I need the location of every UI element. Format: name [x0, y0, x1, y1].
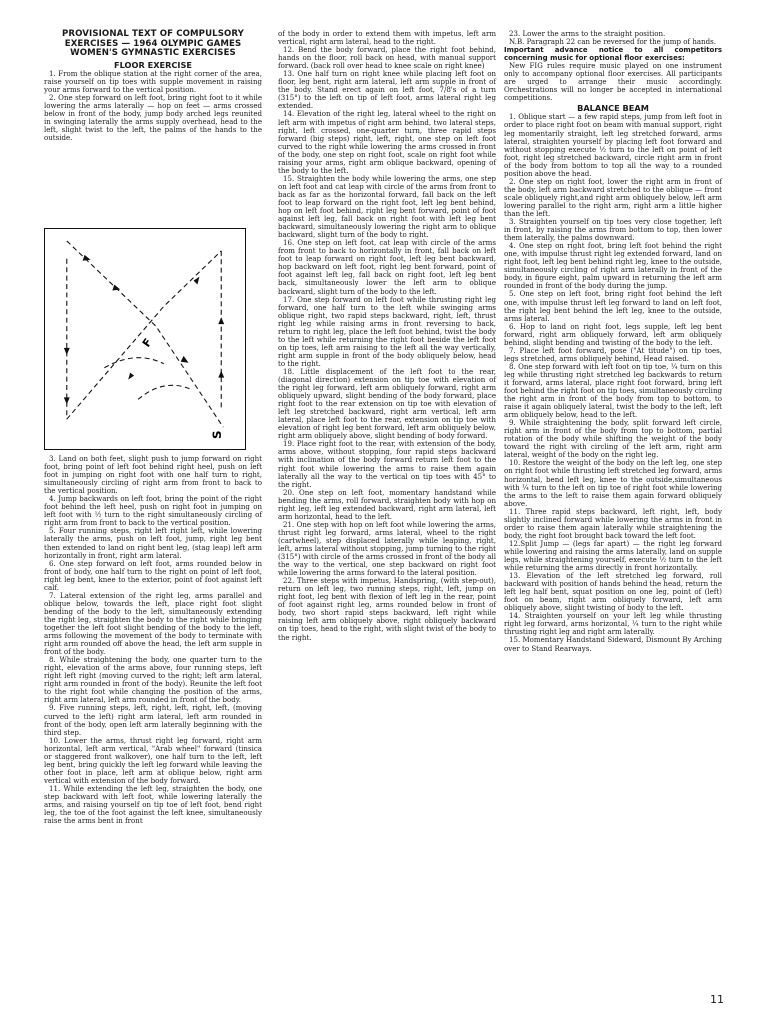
paragraph: 9. While straightening the body, split forward left circle, right arm in front of the body from top to bottom, partial rotation of the body while shifting the weight of the body toward the right with circling of the left arm, right arm lateral, weight of the body on the right leg.	[504, 418, 722, 460]
paragraph: 10. Restore the weight of the body on the left leg, one step on right foot while thrusting left stretched leg forward, arms horizontal, bend left leg, knee to the outside,simultaneous with ¼ turn to the left on tip toe of right foot while lowering the arms to the left to raise them again forward obliquely above.	[504, 458, 722, 508]
curve-path	[138, 385, 191, 399]
arrow-icon	[194, 277, 200, 285]
column-1-top	[44, 30, 262, 142]
return-diagonal-path	[67, 251, 221, 419]
page-title-line-1: PROVISIONAL TEXT OF COMPULSORY	[61, 29, 244, 39]
paragraph: 13. One half turn on right knee while placing left foot on floor, leg bent, right arm lateral, left arm supple in front of the body. Stand erect again on left foot, 7/8's of a turn (315°) to the left on tip of left foot, arms lateral right leg extended.	[278, 69, 496, 111]
paragraph: 20. One step on left foot, momentary handstand while bending the arms, roll forward, straighten body with hop on right leg, left leg extended backward, right arm lateral, left arm horizontal, head to the left.	[278, 487, 496, 521]
paragraph: 15. Momentary Handstand Sideward, Dismount By Arching over to Stand Rearways.	[504, 635, 722, 653]
paragraph: 2. One step forward on left foot, bring right foot to it while lowering the arms laterally — hop on feet — arms crossed below in front of the body, jump body arched legs reunited in swinging laterally the arms supply overhead, head to the left, slight twist to the left, the palms of the hands to the outside.	[44, 92, 262, 143]
arrow-icon	[218, 317, 224, 324]
page-title-line-3: WOMEN'S GYMNASTIC EXERCISES	[70, 48, 236, 59]
paragraph: 11. Three rapid steps backward, left right, left, body slightly inclined forward while lowering the arms in front in order to raise them again laterally while straightening the body, the right foot brought back toward the left foot.	[504, 506, 722, 540]
paragraph: 6. Hop to land on right foot, legs supple, left leg bent forward, right arm obliquely forward, left arm obliquely behind, slight bending and twisting of the body to the left.	[504, 321, 722, 347]
paragraph: 7. Place left foot forward, pose ("At titude") on tip toes, legs stretched, arms obliquely behind, Head raised.	[504, 345, 722, 363]
floor-exercise-heading: FLOOR EXERCISE	[114, 59, 192, 70]
paragraph: 9. Five running steps, left, right, left, right, left, (moving curved to the left) right arm lateral, left arm rounded in front of the body, open left arm laterally beginning with the third step.	[44, 703, 262, 737]
balance-beam-heading: BALANCE BEAM	[577, 103, 649, 114]
paragraph: 13. Elevation of the left stretched leg forward, roll backward with position of hands behind the head, return the left leg half bent, squat position on one leg, point of (left) foot on beam, right arm obliquely forward, left arm obliquely above, slight twisting of body to the left.	[504, 571, 722, 613]
music-notice-heading: Important advance notice to all competitors concerning music for optional floor exercises:	[504, 46, 722, 63]
curve-path	[104, 358, 163, 368]
arrow-icon	[64, 348, 70, 355]
arrow-icon	[218, 371, 224, 378]
paragraph: 1. From the oblique station at the right corner of the area, raise yourself on tip toes with supple movement in raising your arms forward to the vertical position.	[44, 68, 262, 94]
paragraph: 3. Land on both feet, slight push to jump forward on right foot, bring point of left foot behind right heel, push on left foot in jumping on right foot with one half turn to right, simultaneously circling of right arm from front to back to the vertical position.	[44, 454, 262, 496]
arrow-icon	[112, 285, 120, 291]
paragraph: 7. Lateral extension of the right leg, arms parallel and oblique below, towards the left, place right foot slight bending of the body to the left, simultaneously extending the right leg, straighten the body to the right while bringing together the left foot slight bending of the body to the left, arms following the movement of the body to terminate with right arm rounded off above the head, the left arm supple in front of the body.	[44, 590, 262, 657]
floor-pattern-svg	[45, 229, 245, 449]
paragraph: 22. Three steps with impetus, Handspring, (with step-out), return on left leg, two running steps, right, left, jump on right foot, leg bent with flexion of left leg in the rear, point of foot against right leg, arms rounded below in front of body, two short rapid steps backward, left right while raising left arm obliquely above, right obliquely backward on tip toes, head to the right, with slight twist of the body to the right.	[278, 576, 496, 642]
diagram-label-end: S	[210, 430, 225, 439]
paragraph: 21. One step with hop on left foot while lowering the arms, thrust right leg forward, arms lateral, wheel to the right (cartwheel), step displaced laterally while leaping, right, left, arms lateral without stopping, jump turning to the right (315°) with circle of the arms crossed in front of the body all the way to the vertical, one step backward on right foot while lowering the arms forward to the lateral position.	[278, 519, 496, 578]
paragraph: 19. Place right foot to the rear, with extension of the body, arms above, without stopping, four rapid steps backward with inclination of the body forward return left foot to the right foot while lowering the arms to raise them again laterally all the way to the vertical on tip toes with 45° to the right.	[278, 439, 496, 489]
paragraph: of the body in order to extend them with impetus, left arm vertical, right arm lateral, head to the right.	[278, 29, 496, 47]
paragraph: 16. One step on left foot, cat leap with circle of the arms from front to back to horizontally in front, fall back on left foot to leap forward on right foot, left leg bent backward, hop backward on left foot, right leg bent forward, point of foot against left leg, fall back on right foot, left leg bent back, simultaneously lower the left arm to oblique backward, slight turn of the body to the left.	[278, 238, 496, 296]
paragraph: 5. One step on left foot, bring right foot behind the left one, with impulse thrust left leg forward to land on left foot, the right leg bent behind the left leg, knee to the outside, arms lateral.	[504, 289, 722, 323]
music-notice-body: New FIG rules require music played on one instrument only to accompany optional floor exercises. All participants are urged to arrange their music accordingly. Orchestrations will no longer be accepted in international competitions.	[504, 61, 722, 103]
paragraph: 10. Lower the arms, thrust right leg forward, right arm horizontal, left arm vertical, "Arab wheel" forward (tinsica or staggered front walkover), one half turn to the left, left leg bent, bring quickly the left leg forward while leaving the other foot in place, left arm at oblique below, right arm vertical with extension of the body forward.	[44, 735, 262, 785]
diagonal-path	[67, 241, 223, 427]
paragraph: 1. Oblique start — a few rapid steps, jump from left foot in order to place right foot on beam with manual support, right leg momentarily straight, left leg stretched forward, arms lateral, straighten yourself by placing left foot forward and without stopping execute ½ turn to the left on point of left foot, right leg stretched backward, circle right arm in front of the body from bottom to top all the way to a rounded position above the head.	[504, 112, 722, 178]
arrow-icon	[64, 397, 70, 404]
paragraph: 3. Straighten yourself on tip toes very close together, left in front, by raising the arms from bottom to top, then lower them laterally, the palms downward.	[504, 217, 722, 243]
column-1-bottom	[44, 455, 262, 825]
column-3	[504, 30, 722, 653]
paragraph: 8. One step forward with left foot on tip toe, ¼ turn on this leg while thrusting right stretched leg backwards to return it forward, arms lateral, place right foot forward, bring left foot behind the right foot on tip toes, simultaneously circling the right arm in front of the body from top to bottom, to raise it again obliquely lateral, twist the body to the left, left arm obliquely below, head to the left.	[504, 361, 722, 420]
floor-pattern-diagram	[44, 228, 246, 450]
diagram-label-start: F	[139, 336, 155, 350]
paragraph: 8. While straightening the body, one quarter turn to the right, elevation of the arms above, four running steps, left right left right (moving curved to the right; left arm lateral, right arm rounded in front of the body). Reunite the left foot to the right foot while changing the position of the arms, right arm lateral, left arm rounded in front of the body.	[44, 655, 262, 705]
paragraph: 5. Four running steps, right left right left, while lowering laterally the arms, push on left foot, jump, right leg bent then extended to land on right bent leg, (stag leap) left arm horizontally in front, right arm lateral.	[44, 526, 262, 560]
arrow-icon	[83, 255, 91, 261]
arrow-icon	[128, 373, 134, 380]
paragraph: 4. Jump backwards on left foot, bring the point of the right foot behind the left heel, push on right foot in jumping on left foot with ½ turn to the right simultaneously circling of right arm from front to back to the vertical position.	[44, 494, 262, 528]
paragraph: 12. Bend the body forward, place the right foot behind, hands on the floor, roll back on head, with manual support forward. (back roll over head to knee scale on right knee)	[278, 45, 496, 71]
paragraph: 11. While extending the left leg, straighten the body, one step backward with left foot, while lowering laterally the arms, and raising yourself on tip toe of left foot, bend right leg, the toe of the foot against the left knee, simultaneously raise the arms bent in front	[44, 783, 262, 826]
paragraph: 4. One step on right foot, bring left foot behind the right one, with impulse thrust right leg extended forward, land on right foot, left leg bent behind right leg, knee to the outside, simultaneously circling of right arm laterally in front of the body, in figure eight, palm upward in returning the left arm rounded in front of the body during the jump.	[504, 241, 722, 291]
paragraph: 2. One step on right foot, lower the right arm in front of the body, left arm backward stretched to the oblique — front scale obliquely right,and right arm obliquely below, left arm lowering parallel to the right arm, right arm a little higher than the left.	[504, 176, 722, 218]
column-2	[278, 30, 496, 642]
paragraph: N.B. Paragraph 22 can be reversed for the jump of hands.	[509, 37, 716, 47]
page-title-line-2: EXERCISES — 1964 OLYMPIC GAMES	[64, 38, 242, 49]
paragraph: 15. Straighten the body while lowering the arms, one step on left foot and cat leap with circle of the arms from front to back as far as the horizontal forward, fall back on the left foot to leap forward on the right foot, left leg bent behind, hop on left foot behind, right leg bent forward, point of foot against left leg, fall back on right foot with left leg bent backward, simultaneously lowering the right arm to oblique backward, slight turn of the body to right.	[278, 173, 496, 240]
paragraph: 17. One step forward on left foot while thrusting right leg forward, one half turn to the left while swinging arms oblique right, two rapid steps backward, right, left, thrust right leg while raising arms in front reversing to back, return to right leg, place the left foot behind, twist the body to the left while returning the right foot beside the left foot on tip toes, left arm raising to the left all the way vertically, right arm supple in front of the body obliquely below, head to the right.	[278, 294, 496, 368]
page-number: 11	[710, 993, 724, 1006]
paragraph: 14. Straighten yourself on your left leg while thrusting right leg forward, arms horizontal, ¼ turn to the right while thrusting right leg and right arm laterally.	[504, 611, 722, 637]
paragraph: 14. Elevation of the right leg, lateral wheel to the right on left arm with impetus of right arm behind, two lateral steps, right, left crossed, one-quarter turn, three rapid steps forward (big steps) right, left, right, one step on left foot curved to the right while lowering the arms crossed in front of the body, one step on right foot, scale on right foot while raising your arms, right arm oblique backward, opening of the body to the left.	[278, 109, 496, 175]
paragraph: 18. Little displacement of the left foot to the rear, (diagonal direction) extension on tip toe with elevation of the right leg forward, left arm obliquely forward, right arm obliquely upward, slight bending of the body forward, place right foot to the rear extension on tip toe with elevation of left leg stretched backward, right arm vertical, left arm lateral, place left foot to the rear, extension on tip toe with elevation of right leg bent forward, left arm obliquely below, right arm obliquely above, slight bending of body forward.	[278, 366, 496, 441]
paragraph: 6. One step forward on left foot, arms rounded below in front of body, one half turn to the right on point of left foot, right leg bent, knee to the exterior, point of foot against left calf.	[44, 558, 262, 592]
arrow-icon	[181, 356, 189, 363]
paragraph: 23. Lower the arms to the straight position.	[509, 29, 666, 38]
paragraph: 12.Split Jump — (legs far apart) — the right leg forward while lowering and raising the arms laterally, land on supple legs, while straightening yourself, execute ½ turn to the left while returning the arms directly in front horizontally.	[504, 538, 722, 573]
